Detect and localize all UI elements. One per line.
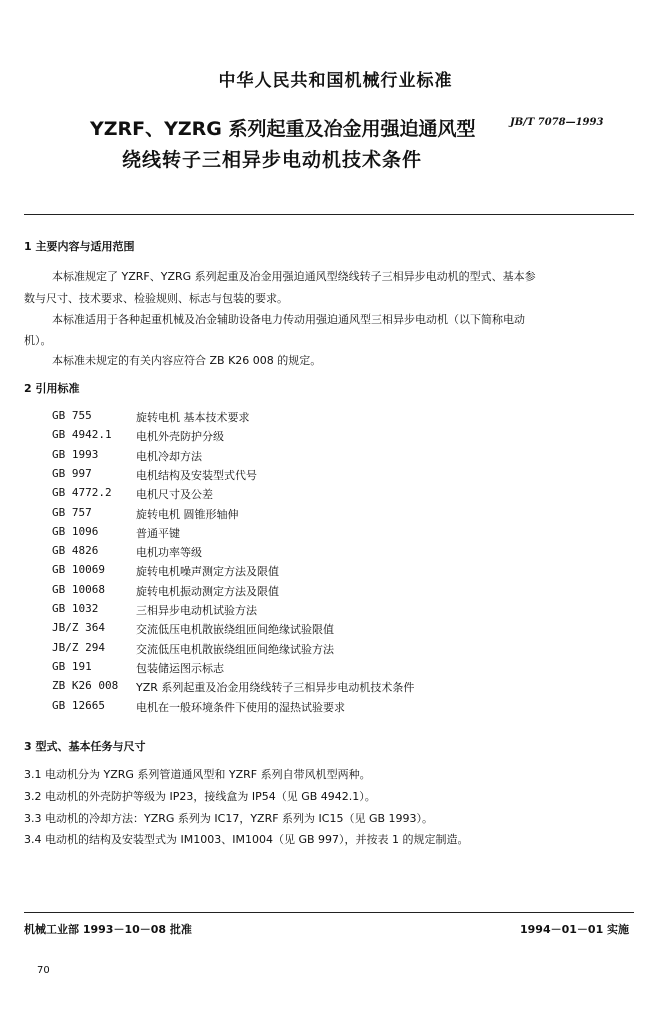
reference-code: GB 1032 <box>52 602 99 615</box>
doc-title-line2: 绕线转子三相异步电动机技术条件 <box>122 149 423 171</box>
reference-code: GB 997 <box>52 466 92 480</box>
section1-heading: 1 主要内容与适用范围 <box>24 240 135 253</box>
reference-title: 电机冷却方法 <box>136 449 202 463</box>
reference-code: GB 10068 <box>52 582 105 596</box>
section3-item: 3.1 电动机分为 YZRG 系列管道通风型和 YZRF 系列自带风机型两种。 <box>24 768 371 781</box>
reference-title: 电机在一般环境条件下使用的湿热试验要求 <box>136 700 345 714</box>
reference-code: GB 12665 <box>52 698 105 712</box>
section3-item: 3.3 电动机的冷却方法：YZRG 系列为 IC17，YZRF 系列为 IC15（见 GB 1993）。 <box>24 812 434 825</box>
reference-code: GB 4772.2 <box>52 486 112 500</box>
reference-code: GB 191 <box>52 659 92 673</box>
section3-item: 3.4 电动机的结构及安装型式为 IM1003、IM1004（见 GB 997），并按表 1 的规定制造。 <box>24 833 469 846</box>
reference-title: 电机功率等级 <box>136 546 202 560</box>
section1-p1-line1: 本标准规定了 YZRF、YZRG 系列起重及冶金用强迫通风型绕线转子三相异步电动机的型式、基本参 <box>52 270 536 283</box>
reference-title: 电机结构及安装型式代号 <box>136 468 257 482</box>
reference-code: JB/Z 364 <box>52 621 105 635</box>
reference-title: 包装储运图示标志 <box>136 661 224 675</box>
reference-code: GB 1096 <box>52 524 99 538</box>
reference-code: JB/Z 294 <box>52 640 105 654</box>
reference-code: ZB K26 008 <box>52 679 119 693</box>
section2-heading: 2 引用标准 <box>24 382 80 395</box>
implementation-date: 1994－01－01 实施 <box>520 923 630 936</box>
reference-code: GB 755 <box>52 409 92 422</box>
approval-date: 机械工业部 1993－10－08 批准 <box>24 923 192 936</box>
reference-title: 旋转电机 圆锥形轴伸 <box>136 507 239 521</box>
reference-title: 三相异步电动机试验方法 <box>136 604 257 617</box>
section1-p3: 本标准未规定的有关内容应符合 ZB K26 008 的规定。 <box>52 354 322 367</box>
reference-code: GB 4942.1 <box>52 428 112 442</box>
reference-code: GB 1993 <box>52 447 99 461</box>
reference-title: 交流低压电机散嵌绕组匝间绝缘试验方法 <box>136 642 334 656</box>
reference-title: 旋转电机噪声测定方法及限值 <box>136 565 279 579</box>
section1-p2-line1: 本标准适用于各种起重机械及冶金辅助设备电力传动用强迫通风型三相异步电动机（以下简称电动 <box>52 313 525 326</box>
reference-title: 交流低压电机散嵌绕组匝间绝缘试验限值 <box>136 623 334 637</box>
reference-code: GB 757 <box>52 505 92 519</box>
reference-title: 电机尺寸及公差 <box>136 488 213 502</box>
reference-title: YZR 系列起重及冶金用绕线转子三相异步电动机技术条件 <box>136 681 415 695</box>
reference-code: GB 10069 <box>52 563 105 577</box>
section3-heading: 3 型式、基本任务与尺寸 <box>24 740 146 753</box>
section1-p2-line2: 机）。 <box>24 334 52 347</box>
reference-title: 普通平键 <box>136 526 180 540</box>
reference-title: 旋转电机振动测定方法及限值 <box>136 584 279 598</box>
section1-p1-line2: 数与尺寸、技术要求、检验规则、标志与包装的要求。 <box>24 292 288 305</box>
doc-title-line1: YZRF、YZRG 系列起重及冶金用强迫通风型 <box>90 118 476 140</box>
header-rule <box>24 214 634 215</box>
page-number: 70 <box>37 965 50 976</box>
reference-title: 旋转电机 基本技术要求 <box>136 411 250 424</box>
org-title: 中华人民共和国机械行业标准 <box>218 71 453 91</box>
reference-code: GB 4826 <box>52 544 99 558</box>
footer-rule <box>24 912 634 913</box>
reference-title: 电机外壳防护分级 <box>136 430 224 444</box>
doc-code: JB/T 7078—1993 <box>510 117 604 128</box>
section3-item: 3.2 电动机的外壳防护等级为 IP23，接线盒为 IP54（见 GB 4942.1）。 <box>24 790 376 803</box>
